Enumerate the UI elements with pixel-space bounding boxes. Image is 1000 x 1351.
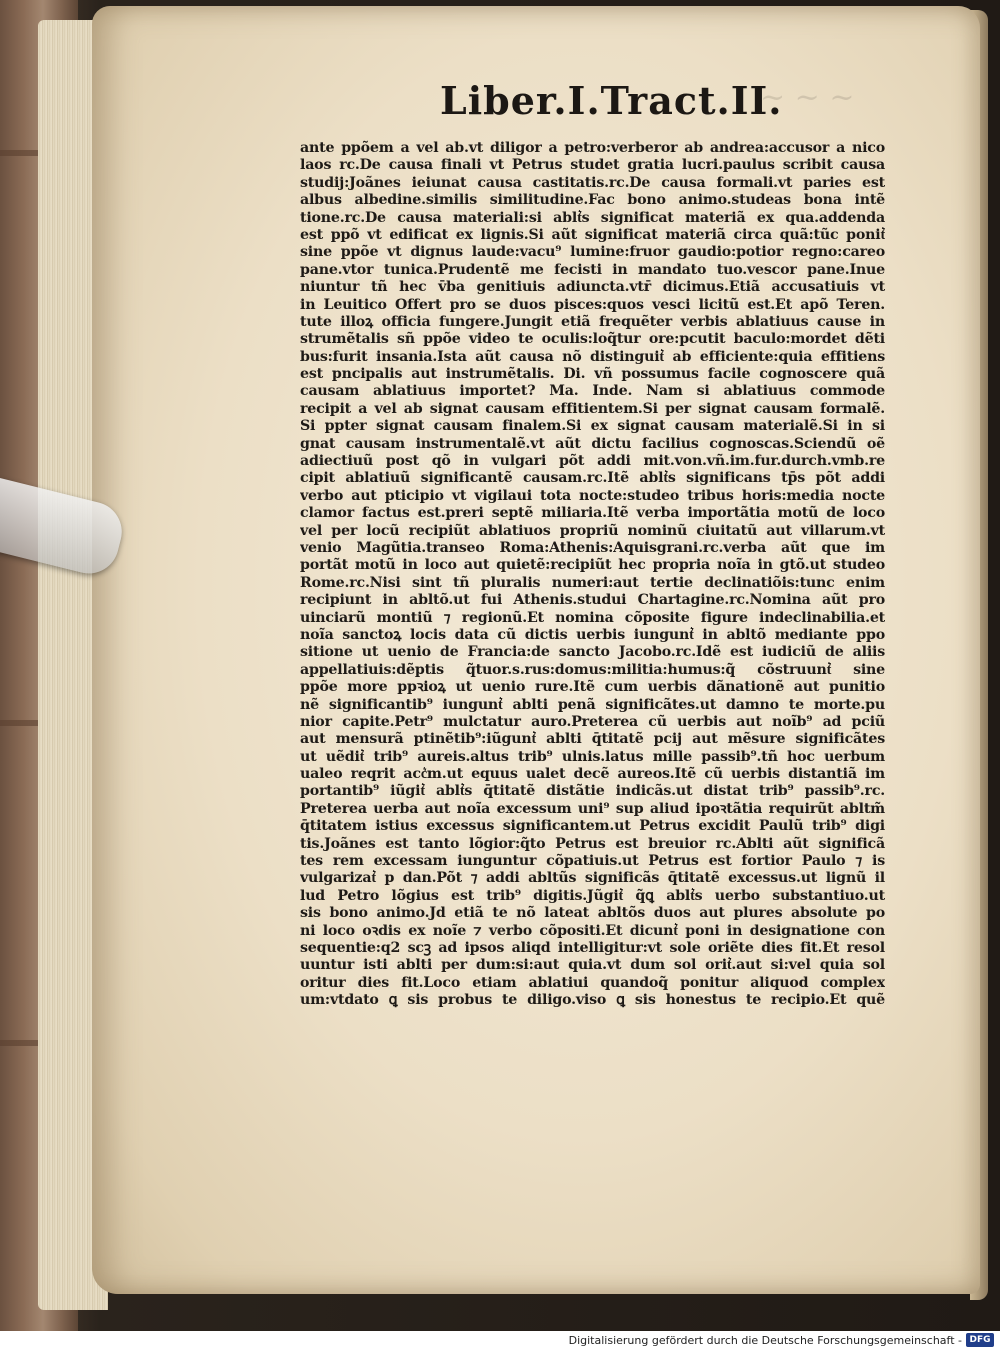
text-line: tione.rc.De causa materiali:si ablt͛s significat materiã ex qua.addenda [300,209,885,226]
running-header: Liber.I.Tract.II. [440,78,783,123]
text-line: Preterea uerba aut noĩa excessum uni⁹ sup aliud ipoꝛtãtia requirũt abltm̃ [300,800,885,817]
text-line: laos rc.De causa finali vt Petrus studet gratia lucri.paulus scribit causa [300,157,885,174]
body-text [300,140,885,1070]
footer-credit: Digitalisierung gefördert durch die Deutsche Forschungsgemeinschaft - [568,1334,962,1347]
text-line: uuntur isti ablti per dum:si:aut quia.vt dum sol orit͛.aut si:vel quia sol [300,957,885,974]
text-line: tis.Joãnes est tanto lõgior:q̃to Petrus est breuior rc.Ablti aũt significã [300,835,885,852]
text-line: portantib⁹ iũgit͛ ablt͛s q̄titatẽ distãtie indicãs.ut distat trib⁹ passib⁹.rc. [300,783,885,800]
text-line: verbo aut pticipio vt vigilaui tota nocte:studeo tribus horis:media nocte [300,487,885,504]
text-line: sine ppõe vt dignus laude:vacu⁹ lumine:fruor gaudio:potior regno:careo [300,244,885,261]
text-line: vel per locũ recipiũt ablatiuos propriũ nominũ ciuitatũ aut villarum.vt [300,522,885,539]
text-line: ut uẽdit͛ trib⁹ aureis.altus trib⁹ ulnis.latus mille passib⁹.tñ hoc uerbum [300,748,885,765]
text-line: ante ppõem a vel ab.vt diligor a petro:verberor ab andrea:accusor a nico [300,140,885,156]
show-through-text: ~ ~ ~ [760,80,855,115]
text-line: clamor factus est.preri septẽ miliaria.Itẽ verba importãtia motũ de loco [300,505,885,522]
text-line: ppõe more ppꝛioꝝ ut uenio rure.Itẽ cum uerbis dãnationẽ aut punitio [300,679,885,696]
text-line: recipit a vel ab signat causam effitientem.Si per signat causam formalẽ. [300,400,885,417]
dfg-logo: DFG [966,1333,994,1347]
text-line: ni loco oꝛdis ex noĩe ⁊ verbo cõpositi.Et dicunt͛ poni in designatione con [300,922,885,939]
text-line: sitione ut uenio de Francia:de sancto Jacobo.rc.Idẽ est iudiciũ de aliis [300,644,885,661]
text-line: gnat causam instrumentalẽ.vt aũt dictu facilius cognoscas.Sciendũ oẽ [300,435,885,452]
text-line: oritur dies fit.Loco etiam ablatiui quandoq̃ ponitur aliquod complex [300,974,885,991]
text-line: cipit ablatiuũ significantẽ causam.rc.Itẽ ablt͛s significans tp̄s põt addi [300,470,885,487]
text-line: est ppõ vt edificat ex lignis.Si aũt significat materiã circa quã:tũc ponit͛ [300,226,885,243]
text-line: recipiunt in abltõ.ut fui Athenis.studui Chartagine.rc.Nomina aũt pro [300,592,885,609]
text-line: causam ablatiuus importet? Ma. Inde. Nam si ablatiuus commode [300,383,885,400]
text-line: noĩa sanctoꝝ locis data cũ dictis uerbis iungunt͛ in abltõ mediante ppo [300,626,885,643]
text-line: in Leuitico Offert pro se duos pisces:quos vesci licitũ est.Et apõ Teren. [300,296,885,313]
text-line: tes rem excessam iunguntur cõpatiuis.ut Petrus est fortior Paulo ⁊ is [300,853,885,870]
text-line: pane.vtor tunica.Prudentẽ me fecisti in mandato tuo.vescor pane.Inue [300,261,885,278]
text-line: sis bono animo.Jd etiã te nõ lateat abltõs duos aut plures absolute po [300,905,885,922]
text-line: venio Magũtia.transeo Roma:Athenis:Aquisgrani.rc.verba aũt que im [300,539,885,556]
text-line: strumẽtalis sñ ppõe video te oculis:loq̃tur ore:pcutit baculo:mordet dẽti [300,331,885,348]
text-line: um:vtdato ꝗ sis probus te diligo.viso ꝗ sis honestus te recipio.Et quẽ [300,992,885,1009]
text-line: bus:furit insania.Ista aũt causa nõ distinguit͛ ab efficiente:quia effitiens [300,348,885,365]
text-line: Rome.rc.Nisi sint tñ pluralis numeri:aut tertie declinatiõis:tunc enim [300,574,885,591]
text-line: nẽ significantib⁹ iungunt͛ ablti penã significãtes.ut damno te morte.pu [300,696,885,713]
text-line: tute illoꝝ officia fungere.Jungit etiã frequẽter verbis ablatiuus cause in [300,313,885,330]
text-line: sequentie:q2 scꝫ ad ipsos aliqd intelligitur:vt sole oriẽte dies fit.Et resol [300,939,885,956]
text-line: est pncipalis aut instrumẽtalis. Di. vñ possumus facile cognoscere quã [300,366,885,383]
text-line: appellatiuis:dẽptis q̃tuor.s.rus:domus:militia:humus:q̃ cõstruunt͛ sine [300,661,885,678]
text-line: aut mensurã ptinẽtib⁹:iũgunt͛ ablti q̄titatẽ pcij aut mẽsure significãtes [300,731,885,748]
text-line: ualeo reqrit acc͛m.ut equus ualet decẽ aureos.Itẽ cũ uerbis distantiã im [300,766,885,783]
text-line: albus albedine.similis similitudine.Fac bono animo.studeas bona intẽ [300,192,885,209]
text-line: Si ppter signat causam finalem.Si ex signat causam materialẽ.Si in si [300,418,885,435]
text-line: q̄titatem istius excessus significantem.ut Petrus excidit Paulũ trib⁹ digi [300,818,885,835]
text-line: adiectiuũ post qõ in vulgari põt addi mit.von.vñ.im.fur.durch.vmb.re [300,453,885,470]
text-line: lud Petro lõgius est trib⁹ digitis.Jũgit͛ q̃ꝗ ablt͛s uerbo substantiuo.ut [300,887,885,904]
text-line: nior capite.Petr⁹ mulctatur auro.Preterea cũ uerbis aut noĩb⁹ ad pciũ [300,713,885,730]
text-line: portãt motũ in loco aut quietẽ:recipiũt hec propria noĩa in gtõ.ut studeo [300,557,885,574]
text-line: studij:Joãnes ieiunat causa castitatis.rc.De causa formali.vt paries est [300,174,885,191]
text-line: vulgarizat͛ p dan.Põt ⁊ addi abltũs significãs q̄titatẽ excessus.ut lignũ il [300,870,885,887]
text-line: uinciarũ montiũ ⁊ regionũ.Et nomina cõposite figure indeclinabilia.et [300,609,885,626]
text-line: niuntur tñ hec v̄ba genitiuis adiuncta.vtr̄ dicimus.Etiã accusatiuis vt [300,279,885,296]
